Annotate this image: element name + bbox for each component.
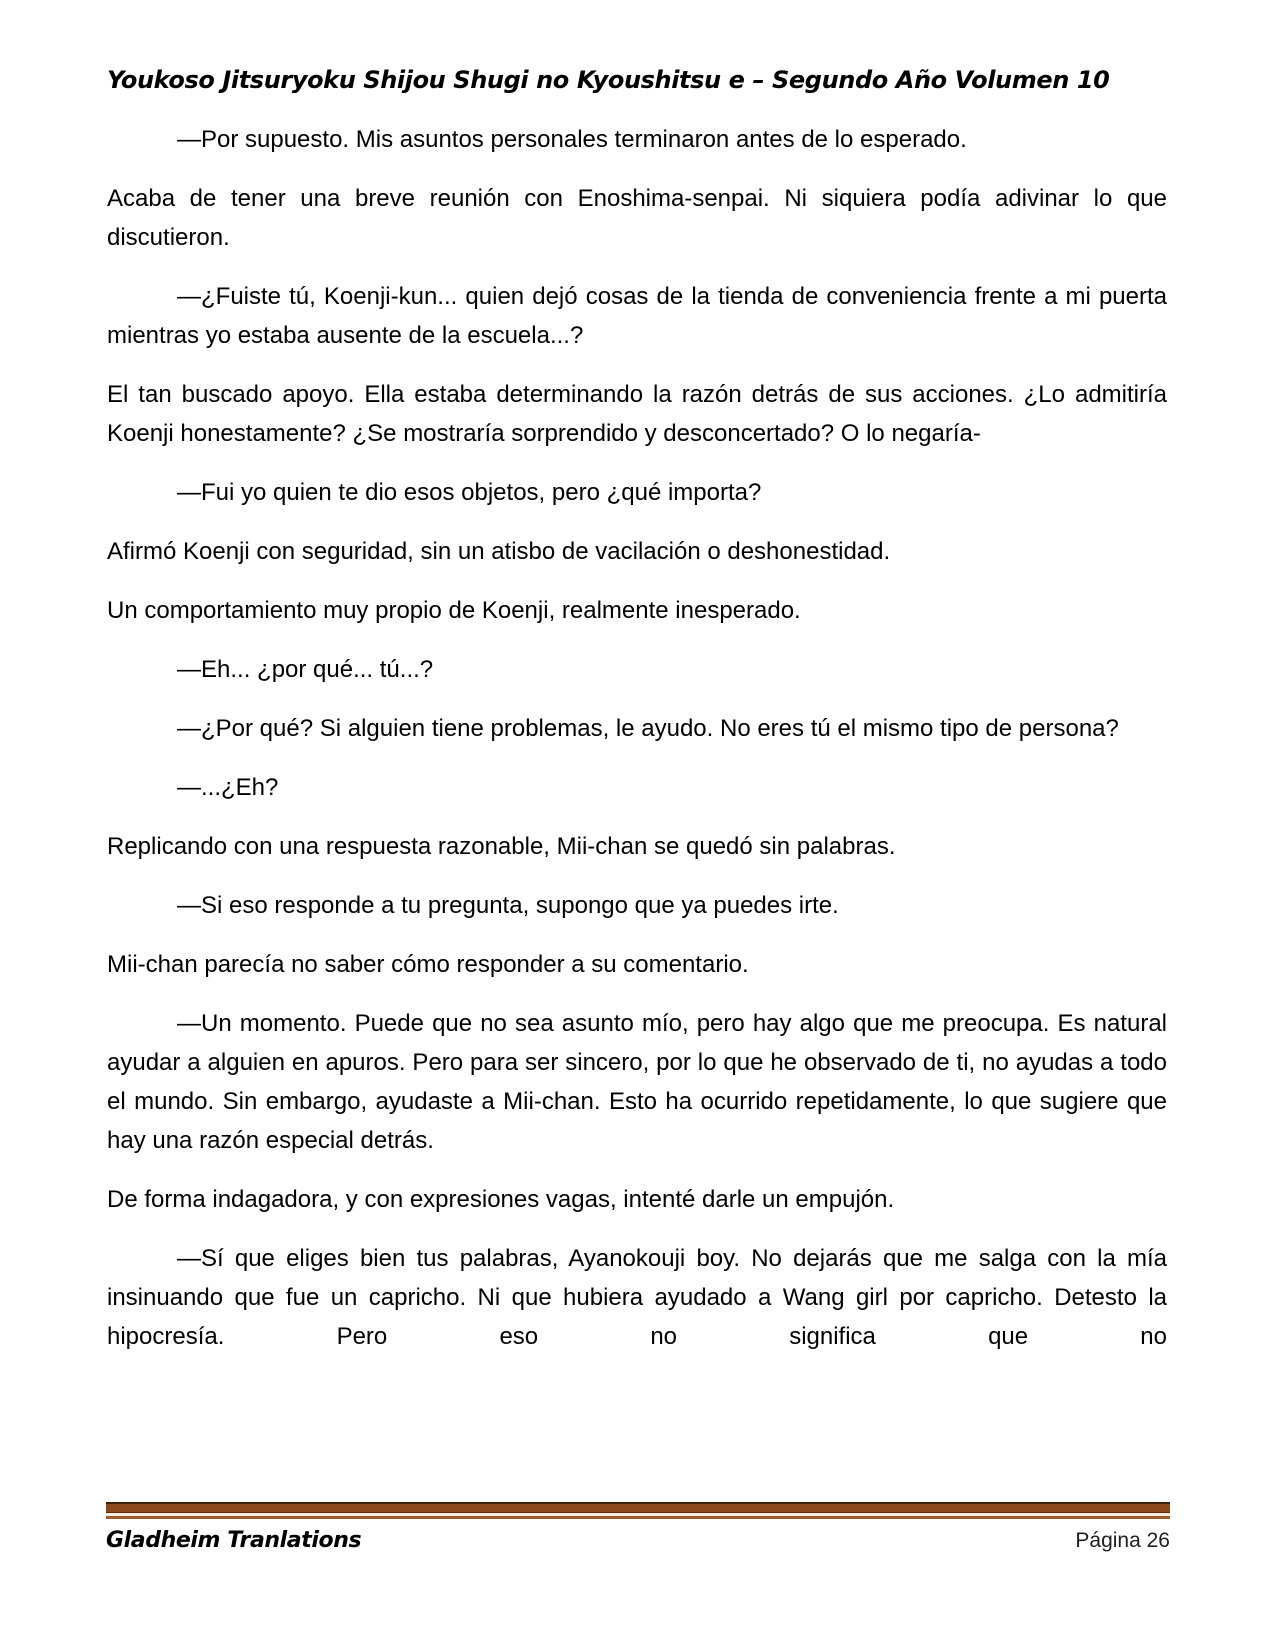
- paragraph-dialog: —¿Fuiste tú, Koenji-kun... quien dejó cosas de la tienda de conveniencia frente a mi puerta mientras yo estaba ausente de la escuela...?: [107, 283, 1167, 349]
- paragraph-dialog: —Si eso responde a tu pregunta, supongo que ya puedes irte.: [177, 892, 839, 919]
- paragraph-narration: Replicando con una respuesta razonable, Mii-chan se quedó sin palabras.: [107, 833, 896, 860]
- document-body: [0, 120, 1275, 1356]
- paragraph-dialog: —Sí que eliges bien tus palabras, Ayanokouji boy. No dejarás que me salga con la mía insinuando que fue un capricho. Ni que hubiera ayudado a Wang girl por capricho. Detesto la hipocresía. Pero eso no significa que no: [107, 1245, 1167, 1350]
- paragraph-dialog: —...¿Eh?: [177, 774, 279, 801]
- paragraph-dialog: —Eh... ¿por qué... tú...?: [177, 656, 434, 683]
- page-footer: [106, 1502, 1170, 1553]
- paragraph-narration: Acaba de tener una breve reunión con Enoshima-senpai. Ni siquiera podía adivinar lo que discutieron.: [107, 185, 1167, 251]
- paragraph-dialog: —Un momento. Puede que no sea asunto mío, pero hay algo que me preocupa. Es natural ayudar a alguien en apuros. Pero para ser sincero, por lo que he observado de ti, no ayudas a todo el mundo. Sin embargo, ayudaste a Mii-chan. Esto ha ocurrido repetidamente, lo que sugiere que hay una razón especial detrás.: [107, 1010, 1167, 1154]
- paragraph-narration: De forma indagadora, y con expresiones vagas, intenté darle un empujón.: [107, 1186, 895, 1213]
- footer-rule-thick-band: [106, 1502, 1170, 1513]
- paragraph-narration: El tan buscado apoyo. Ella estaba determinando la razón detrás de sus acciones. ¿Lo admitiría Koenji honestamente? ¿Se mostraría sorprendido y desconcertado? O lo negaría-: [107, 381, 1167, 447]
- paragraph-dialog: —Por supuesto. Mis asuntos personales terminaron antes de lo esperado.: [177, 126, 967, 153]
- footer-rule: [106, 1502, 1170, 1519]
- paragraph-narration: Mii-chan parecía no saber cómo responder a su comentario.: [107, 951, 749, 978]
- header-title: Youkoso Jitsuryoku Shijou Shugi no Kyoushitsu e – Segundo Año Volumen 10: [107, 66, 1110, 94]
- paragraph-dialog: —Fui yo quien te dio esos objetos, pero ¿qué importa?: [177, 479, 762, 506]
- translator-credit: Gladheim Tranlations: [106, 1528, 362, 1553]
- page-number: Página 26: [1075, 1529, 1170, 1552]
- footer-row: [106, 1528, 1170, 1553]
- paragraph-dialog: —¿Por qué? Si alguien tiene problemas, le ayudo. No eres tú el mismo tipo de persona?: [177, 715, 1119, 742]
- footer-rule-thin-band: [106, 1516, 1170, 1519]
- page-header: [0, 0, 1275, 94]
- paragraph-narration: Un comportamiento muy propio de Koenji, realmente inesperado.: [107, 597, 801, 624]
- paragraph-narration: Afirmó Koenji con seguridad, sin un atisbo de vacilación o deshonestidad.: [107, 538, 891, 565]
